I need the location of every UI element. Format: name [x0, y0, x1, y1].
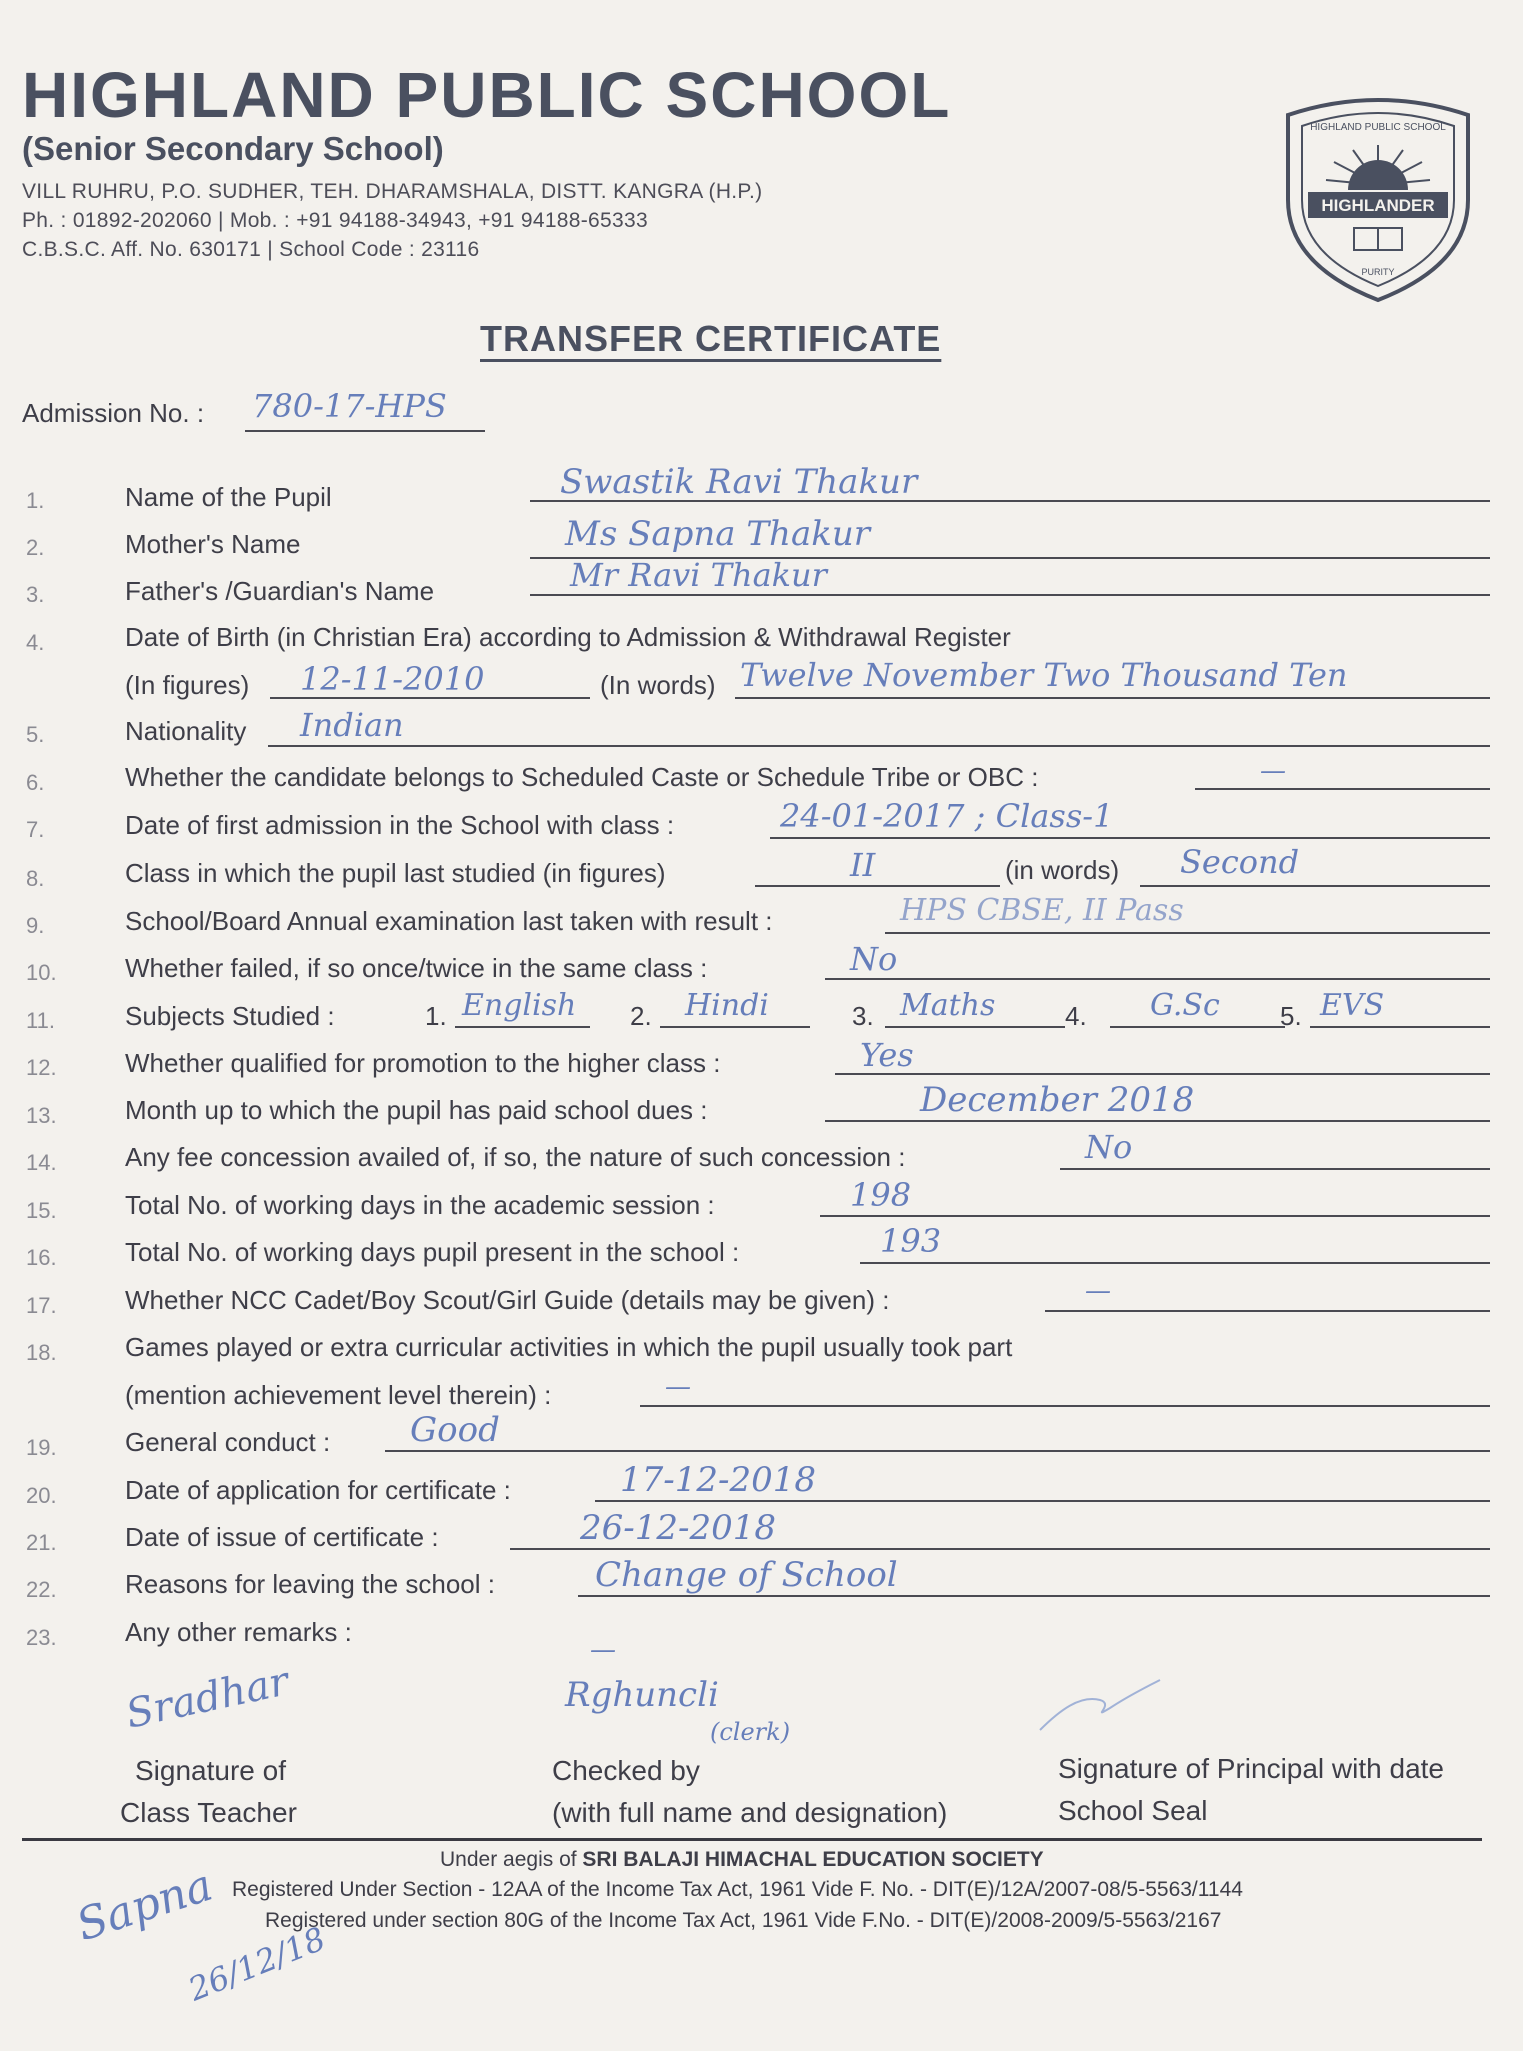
field-value: 198: [850, 1176, 912, 1214]
field-value: December 2018: [920, 1080, 1195, 1120]
row-number: 14.: [26, 1150, 57, 1175]
field-value: Indian: [300, 706, 404, 744]
row-number: 16.: [26, 1245, 57, 1270]
field-label: Name of the Pupil: [125, 482, 332, 512]
field-value: 193: [880, 1222, 942, 1260]
field-label: Date of application for certificate :: [125, 1475, 511, 1505]
row-number: 20.: [26, 1483, 57, 1508]
field-line: [755, 885, 1000, 887]
row-number: 18.: [26, 1340, 57, 1365]
checked-by-note: (clerk): [710, 1718, 791, 1746]
subject-value: EVS: [1320, 988, 1385, 1023]
field-label: Any fee concession availed of, if so, the nature of such concession :: [125, 1142, 906, 1172]
admission-line: [245, 430, 485, 432]
row-number: 13.: [26, 1103, 57, 1128]
field-label: Month up to which the pupil has paid school dues :: [125, 1095, 708, 1125]
field-value: 17-12-2018: [620, 1460, 817, 1500]
row-number: 2.: [26, 535, 45, 560]
certificate-title: TRANSFER CERTIFICATE: [480, 318, 942, 359]
footer-aegis: Under aegis of SRI BALAJI HIMACHAL EDUCATION SOCIETY: [440, 1848, 1044, 1871]
field-line: [510, 1548, 1490, 1550]
field-value: Ms Sapna Thakur: [565, 514, 870, 554]
field-label: Date of first admission in the School with class :: [125, 810, 675, 840]
field-label: Whether qualified for promotion to the higher class :: [125, 1048, 721, 1078]
field-label: Any other remarks :: [125, 1617, 352, 1647]
field-line: [860, 1262, 1490, 1264]
footer-handwritten-signature: Sapna: [70, 1859, 219, 1952]
field-label: Total No. of working days in the academic session :: [125, 1190, 715, 1220]
field-label: Whether the candidate belongs to Scheduled Caste or Schedule Tribe or OBC :: [125, 762, 1039, 792]
field-label: Whether failed, if so once/twice in the same class :: [125, 953, 708, 983]
field-line: [530, 594, 1490, 596]
row-number: 1.: [26, 488, 45, 513]
admission-value: 780-17-HPS: [252, 387, 447, 425]
field-value: —: [590, 1635, 616, 1665]
field-label: Games played or extra curricular activities in which the pupil usually took part: [125, 1332, 1013, 1362]
field-label: Mother's Name: [125, 529, 301, 559]
row-number: 12.: [26, 1055, 57, 1080]
footer-handwritten-date: 26/12/18: [183, 1919, 331, 2009]
row-number: 11.: [26, 1008, 55, 1033]
field-line: [835, 1073, 1490, 1075]
field-value: Yes: [860, 1036, 914, 1074]
row-number: 10.: [26, 960, 57, 985]
figures-label: (In figures): [125, 670, 250, 700]
school-affiliation: C.B.S.C. Aff. No. 630171 | School Code : 23116: [22, 238, 480, 261]
field-value: —: [1085, 1276, 1111, 1306]
field-value: Change of School: [595, 1555, 898, 1595]
row-number: 15.: [26, 1198, 57, 1223]
row-number: 17.: [26, 1293, 57, 1318]
field-line: [1195, 788, 1490, 790]
row-number: 23.: [26, 1625, 57, 1650]
field-line: [595, 1500, 1490, 1502]
school-subtitle: (Senior Secondary School): [22, 130, 444, 167]
field-label: Whether NCC Cadet/Boy Scout/Girl Guide (details may be given) :: [125, 1285, 890, 1315]
field-line: [1140, 885, 1490, 887]
field-line: [885, 932, 1490, 934]
row-number: 7.: [26, 817, 45, 842]
field-value: HPS CBSE, II Pass: [900, 893, 1184, 928]
checked-by-caption-2: (with full name and designation): [552, 1797, 948, 1828]
row-number: 3.: [26, 582, 45, 607]
class-figures: II: [850, 846, 876, 884]
class-teacher-signature: Sradhar: [122, 1658, 293, 1738]
field-line: [770, 837, 1490, 839]
field-value: —: [665, 1372, 691, 1402]
footer-divider: [22, 1838, 1482, 1841]
row-number: 22.: [26, 1577, 57, 1602]
checked-by-signature: Rghuncli: [565, 1675, 719, 1715]
class-teacher-caption-1: Signature of: [135, 1755, 286, 1786]
field-value: Swastik Ravi Thakur: [560, 462, 918, 502]
field-line: [735, 697, 1490, 699]
footer-society: SRI BALAJI HIMACHAL EDUCATION SOCIETY: [582, 1848, 1044, 1871]
class-teacher-caption-2: Class Teacher: [120, 1797, 297, 1828]
field-label: Date of issue of certificate :: [125, 1522, 439, 1552]
subject-number: 4.: [1065, 1001, 1087, 1031]
subject-value: Maths: [900, 988, 996, 1023]
logo-banner: HIGHLANDER: [1321, 196, 1435, 215]
footer-registration-2: Registered under section 80G of the Income Tax Act, 1961 Vide F.No. - DIT(E)/2008-2009/5-5563/2167: [265, 1909, 1222, 1932]
subject-line: [1110, 1026, 1285, 1028]
field-line: [820, 1215, 1490, 1217]
field-label: Date of Birth (in Christian Era) according to Admission & Withdrawal Register: [125, 622, 1011, 652]
row-number: 6.: [26, 770, 45, 795]
field-label: Subjects Studied :: [125, 1001, 335, 1031]
field-line: [578, 1595, 1490, 1597]
subject-line: [885, 1026, 1065, 1028]
field-value: No: [850, 940, 898, 978]
subject-line: [660, 1026, 810, 1028]
principal-signature: [1030, 1670, 1170, 1745]
field-value: Mr Ravi Thakur: [570, 556, 827, 594]
class-words: Second: [1180, 843, 1300, 881]
field-line: [1045, 1310, 1490, 1312]
field-label: Nationality: [125, 716, 247, 746]
field-value: No: [1085, 1128, 1133, 1166]
subject-value: Hindi: [685, 988, 769, 1023]
subject-number: 2.: [630, 1001, 652, 1031]
logo-top-text: HIGHLAND PUBLIC SCHOOL: [1310, 122, 1446, 133]
field-line: [825, 978, 1490, 980]
school-phone: Ph. : 01892-202060 | Mob. : +91 94188-34943, +91 94188-65333: [22, 209, 648, 232]
field-label: Reasons for leaving the school :: [125, 1569, 495, 1599]
field-label: Father's /Guardian's Name: [125, 576, 435, 606]
row-number: 21.: [26, 1530, 57, 1555]
field-line: [1060, 1168, 1490, 1170]
field-label-cont: (mention achievement level therein) :: [125, 1380, 552, 1410]
row-number: 9.: [26, 913, 45, 938]
logo-motto: PURITY: [1361, 267, 1395, 277]
subject-line: [1310, 1026, 1490, 1028]
field-line: [385, 1450, 1490, 1452]
subject-number: 1.: [425, 1001, 447, 1031]
checked-by-caption-1: Checked by: [552, 1755, 700, 1786]
field-label: Class in which the pupil last studied (in figures): [125, 858, 666, 888]
row-number: 19.: [26, 1435, 57, 1460]
dob-figures: 12-11-2010: [300, 660, 485, 698]
field-line: [825, 1120, 1490, 1122]
subject-line: [455, 1026, 590, 1028]
footer-registration-1: Registered Under Section - 12AA of the Income Tax Act, 1961 Vide F. No. - DIT(E)/12A/2007-08/5-5563/1144: [232, 1878, 1243, 1901]
row-number: 5.: [26, 722, 45, 747]
field-label: Total No. of working days pupil present in the school :: [125, 1237, 740, 1267]
row-number: 4.: [26, 630, 45, 655]
field-label: General conduct :: [125, 1427, 331, 1457]
field-label: School/Board Annual examination last taken with result :: [125, 906, 773, 936]
school-logo: [1268, 90, 1488, 310]
field-value: —: [1260, 756, 1286, 786]
words-label: (in words): [1005, 855, 1120, 885]
dob-words: Twelve November Two Thousand Ten: [740, 656, 1348, 694]
words-label: (In words): [600, 670, 716, 700]
subject-value: English: [462, 988, 577, 1023]
subject-number: 3.: [852, 1001, 874, 1031]
school-address: VILL RUHRU, P.O. SUDHER, TEH. DHARAMSHALA, DISTT. KANGRA (H.P.): [22, 180, 763, 203]
school-name: HIGHLAND PUBLIC SCHOOL: [22, 59, 952, 131]
subject-value: G.Sc: [1150, 988, 1220, 1023]
field-line: [640, 1405, 1490, 1407]
field-value: Good: [410, 1410, 500, 1450]
field-value: 26-12-2018: [580, 1508, 777, 1548]
field-line: [268, 745, 1490, 747]
principal-caption-2: School Seal: [1058, 1795, 1208, 1826]
subject-number: 5.: [1280, 1001, 1302, 1031]
admission-label: Admission No. :: [22, 398, 205, 428]
field-value: 24-01-2017 ; Class-1: [780, 797, 1114, 835]
principal-caption-1: Signature of Principal with date: [1058, 1753, 1444, 1784]
row-number: 8.: [26, 866, 45, 891]
